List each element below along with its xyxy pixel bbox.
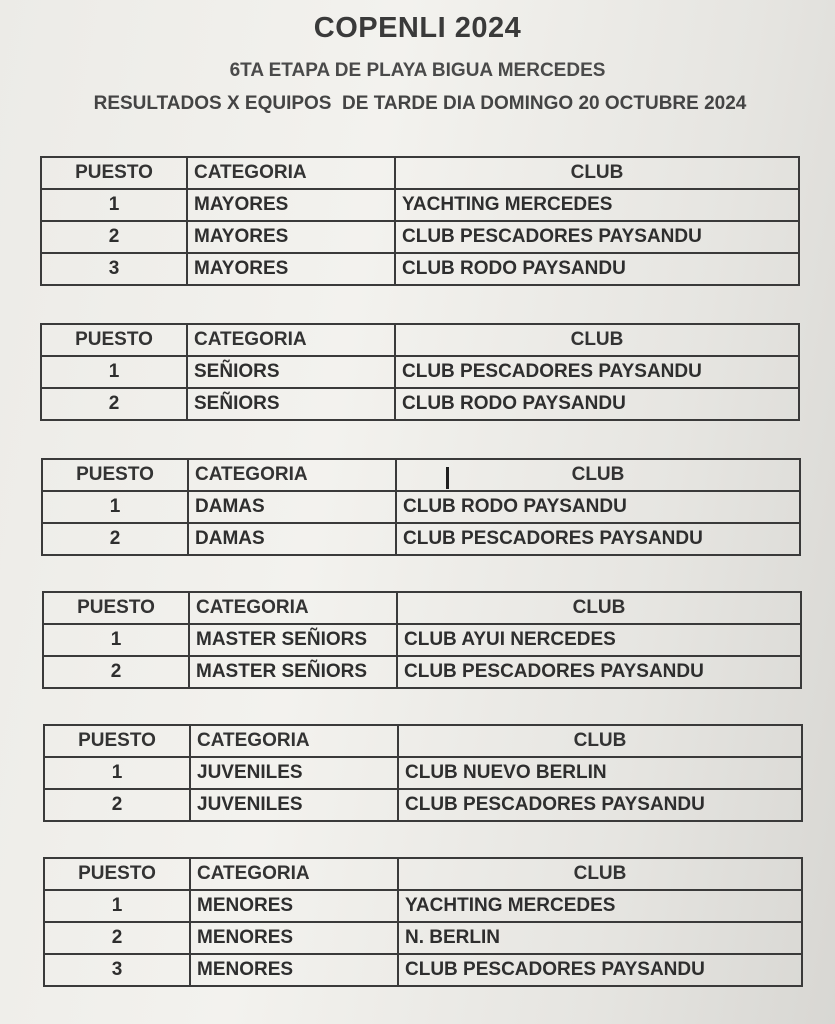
cell-puesto: 2 [42,523,188,555]
table-row [42,491,800,523]
header-club: CLUB [395,324,799,356]
cell-categoria: DAMAS [188,491,396,523]
cell-club: CLUB PESCADORES PAYSANDU [395,356,799,388]
cell-puesto: 2 [41,388,187,420]
cell-club: CLUB RODO PAYSANDU [395,253,799,285]
header-puesto: PUESTO [41,324,187,356]
header-club: CLUB [397,592,801,624]
header-club: CLUB [398,858,802,890]
table-row [41,388,799,420]
table-row [43,624,801,656]
header-categoria: CATEGORIA [187,324,395,356]
table-row [41,221,799,253]
cell-club: YACHTING MERCEDES [398,890,802,922]
cell-puesto: 1 [41,189,187,221]
table-row [41,253,799,285]
cell-categoria: MAYORES [187,253,395,285]
cell-categoria: JUVENILES [190,757,398,789]
header-club: CLUB [398,725,802,757]
cell-categoria: MENORES [190,890,398,922]
table-row [44,890,802,922]
cell-puesto: 2 [41,221,187,253]
cell-puesto: 1 [41,356,187,388]
cell-puesto: 3 [44,954,190,986]
table-header-row [44,858,802,890]
table-row [43,656,801,688]
header-club: CLUB [396,459,800,491]
cell-categoria: DAMAS [188,523,396,555]
cell-puesto: 1 [44,890,190,922]
cell-club: CLUB NUEVO BERLIN [398,757,802,789]
table-row [41,356,799,388]
cell-puesto: 2 [43,656,189,688]
cell-categoria: MENORES [190,922,398,954]
header-categoria: CATEGORIA [189,592,397,624]
header-puesto: PUESTO [43,592,189,624]
cell-puesto: 2 [44,789,190,821]
cell-puesto: 1 [43,624,189,656]
document-subtitle: 6TA ETAPA DE PLAYA BIGUA MERCEDES [229,60,606,81]
cell-club: CLUB PESCADORES PAYSANDU [396,523,800,555]
table-header-row [41,157,799,189]
pen-mark [446,467,449,489]
header-categoria: CATEGORIA [190,725,398,757]
cell-categoria: MASTER SEÑIORS [189,656,397,688]
cell-categoria: MAYORES [187,189,395,221]
cell-categoria: SEÑIORS [187,388,395,420]
table-header-row [42,459,800,491]
table-row [42,523,800,555]
results-table [40,156,800,286]
cell-club: CLUB PESCADORES PAYSANDU [398,954,802,986]
results-table [40,323,800,421]
table-row [44,922,802,954]
cell-categoria: JUVENILES [190,789,398,821]
results-table [42,591,802,689]
cell-club: YACHTING MERCEDES [395,189,799,221]
cell-club: N. BERLIN [398,922,802,954]
table-header-row [41,324,799,356]
cell-puesto: 3 [41,253,187,285]
cell-club: CLUB RODO PAYSANDU [395,388,799,420]
cell-club: CLUB PESCADORES PAYSANDU [395,221,799,253]
cell-club: CLUB AYUI NERCEDES [397,624,801,656]
header-categoria: CATEGORIA [188,459,396,491]
cell-puesto: 1 [44,757,190,789]
table-row [44,789,802,821]
table-row [41,189,799,221]
cell-club: CLUB PESCADORES PAYSANDU [397,656,801,688]
cell-puesto: 2 [44,922,190,954]
header-puesto: PUESTO [41,157,187,189]
header-categoria: CATEGORIA [190,858,398,890]
document-subtitle-date: RESULTADOS X EQUIPOS DE TARDE DIA DOMINGO 20 OCTUBRE 2024 [93,93,747,114]
document-title: COPENLI 2024 [313,12,522,44]
cell-puesto: 1 [42,491,188,523]
cell-categoria: MAYORES [187,221,395,253]
cell-club: CLUB PESCADORES PAYSANDU [398,789,802,821]
header-puesto: PUESTO [42,459,188,491]
header-categoria: CATEGORIA [187,157,395,189]
cell-categoria: SEÑIORS [187,356,395,388]
results-table [41,458,801,556]
header-puesto: PUESTO [44,858,190,890]
cell-categoria: MENORES [190,954,398,986]
table-row [44,954,802,986]
table-header-row [44,725,802,757]
cell-club: CLUB RODO PAYSANDU [396,491,800,523]
table-row [44,757,802,789]
results-table [43,724,803,822]
table-header-row [43,592,801,624]
header-club: CLUB [395,157,799,189]
results-table [43,857,803,987]
header-puesto: PUESTO [44,725,190,757]
cell-categoria: MASTER SEÑIORS [189,624,397,656]
